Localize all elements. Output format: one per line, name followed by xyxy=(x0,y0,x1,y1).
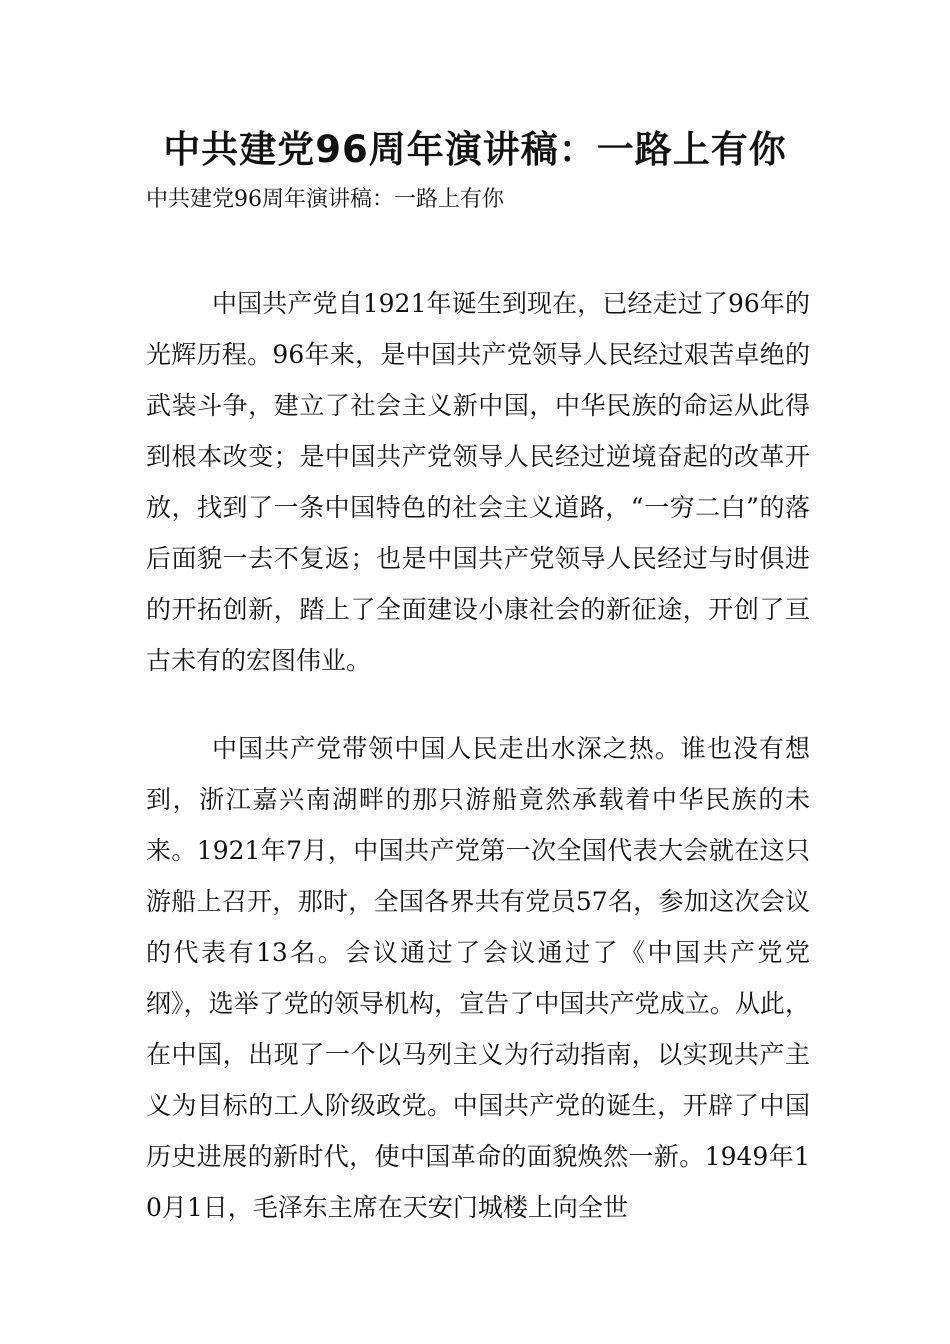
document-title: 中共建党96周年演讲稿：一路上有你 xyxy=(163,128,787,171)
paragraph: 中国共产党带领中国人民走出水深之热。谁也没有想到，浙江嘉兴南湖畔的那只游船竟然承载着中华民族的未来。1921年7月，中国共产党第一次全国代表大会就在这只游船上召开，那时，全国各界共有党员57名，参加这次会议的代表有13名。会议通过了会议通过了《中国共产党党纲》，选举了党的领导机构，宣告了中国共产党成立。从此，在中国，出现了一个以马列主义为行动指南，以实现共产主义为目标的工人阶级政党。中国共产党的诞生，开辟了中国历史进展的新时代，使中国革命的面貌焕然一新。1949年10月1日，毛泽东主席在天安门城楼上向全世 xyxy=(146,734,810,1222)
document-subtitle: 中共建党96周年演讲稿：一路上有你 xyxy=(146,187,504,212)
paragraph: 中国共产党自1921年诞生到现在，已经走过了96年的光辉历程。96年来，是中国共产党领导人民经过艰苦卓绝的武装斗争，建立了社会主义新中国，中华民族的命运从此得到根本改变；是中国共产党领导人民经过逆境奋起的改革开放，找到了一条中国特色的社会主义道路，“一穷二白”的落后面貌一去不复返；也是中国共产党领导人民经过与时俱进的开拓创新，踏上了全面建设小康社会的新征途，开创了亘古未有的宏图伟业。 xyxy=(146,289,810,675)
